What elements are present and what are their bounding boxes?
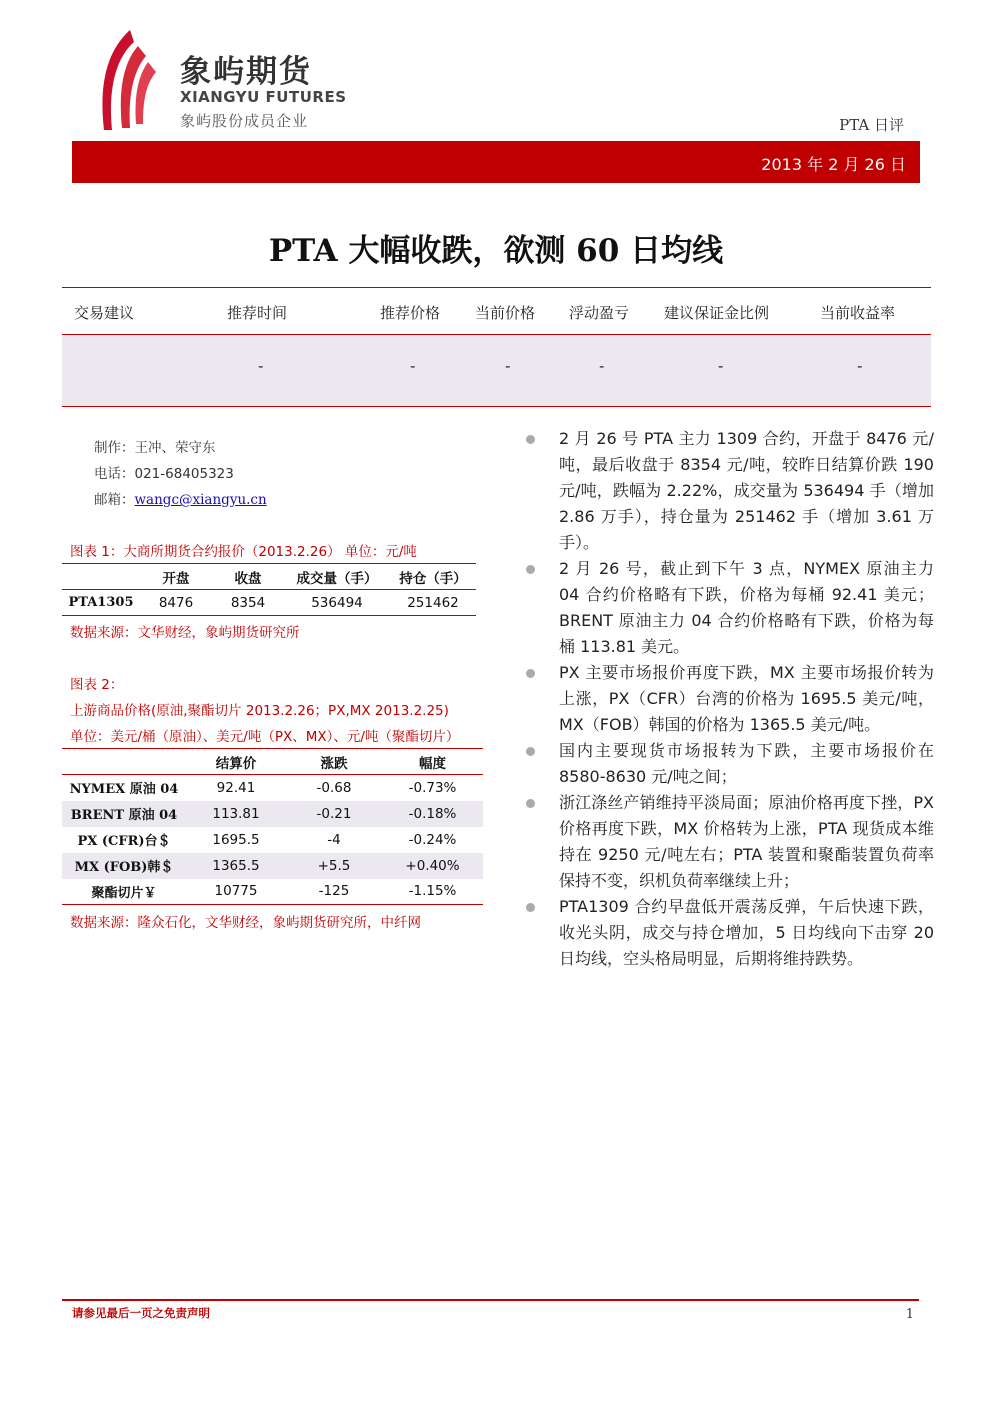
table-cell: 113.81 xyxy=(212,805,260,822)
table-cell: PTA1305 xyxy=(68,595,134,610)
list-item-text: PX 主要市场报价再度下跌，MX 主要市场报价转为上涨，PX（CFR）台湾的价格为 1695.5 美元/吨，MX（FOB）韩国的价格为 1365.5 美元/吨。 xyxy=(559,663,934,734)
list-item xyxy=(526,660,934,738)
table-row xyxy=(62,853,483,879)
table-header-cell xyxy=(62,749,186,775)
table-cell: PX (CFR)台＄ xyxy=(77,834,171,849)
bullet-icon xyxy=(526,799,535,808)
figure-2-title: 图表 2： xyxy=(70,677,124,693)
recommendation-header-row xyxy=(62,287,931,335)
table-header-row xyxy=(62,749,483,775)
list-item-text: 国内主要现货市场报转为下跌，主要市场报价在 8580-8630 元/吨之间； xyxy=(559,741,934,786)
footer-divider xyxy=(62,1299,919,1301)
table-cell: -0.24% xyxy=(408,831,457,848)
figure-1-title: 图表 1：大商所期货合约报价（2013.2.26） 单位：元/吨 xyxy=(70,544,417,560)
bullet-icon xyxy=(526,565,535,574)
rec-header-cell: 交易建议 xyxy=(74,304,135,322)
rec-header-cell: 推荐时间 xyxy=(227,304,288,322)
table-header-row xyxy=(62,564,476,590)
table-row xyxy=(62,775,483,801)
table-row xyxy=(62,879,483,905)
list-item xyxy=(526,790,934,894)
table-cell: NYMEX 原油 04 xyxy=(69,782,179,798)
table-cell: +5.5 xyxy=(317,857,351,874)
table-cell: -1.15% xyxy=(408,883,457,900)
table-cell: 1365.5 xyxy=(212,857,260,874)
rec-value-cell: - xyxy=(410,357,416,375)
xiangyu-logo-icon xyxy=(90,28,160,133)
list-item-text: PTA1309 合约早盘低开震荡反弹，午后快速下跌，收光头阴，成交与持仓增加，5 日均线向下击穿 20 日均线，空头格局明显，后期将维持跌势。 xyxy=(559,897,934,968)
table-cell: 8354 xyxy=(230,594,266,611)
figure-2-table xyxy=(62,748,483,905)
table-cell: 10775 xyxy=(214,883,258,900)
rec-header-cell: 浮动盈亏 xyxy=(569,304,630,322)
page-title: PTA 大幅收跌，欲测 60 日均线 xyxy=(268,233,724,269)
author-maker: 制作：王冲、荣守东 xyxy=(94,440,216,456)
table-cell: BRENT 原油 04 xyxy=(70,808,178,823)
bullet-icon xyxy=(526,903,535,912)
table-header-cell: 收盘 xyxy=(234,570,262,587)
table-header-cell: 开盘 xyxy=(162,570,190,587)
table-row xyxy=(62,590,476,616)
rec-value-cell: - xyxy=(718,357,724,375)
author-email-label: 邮箱： xyxy=(94,492,135,508)
rec-value-cell: - xyxy=(258,357,264,375)
logo-english-name: XIANGYU FUTURES xyxy=(180,88,347,106)
table-row xyxy=(62,827,483,853)
bullet-icon xyxy=(526,435,535,444)
author-email-link[interactable]: wangc@xiangyu.cn xyxy=(134,492,267,508)
bullet-icon xyxy=(526,747,535,756)
table-cell: -125 xyxy=(318,883,350,900)
table-cell: -0.68 xyxy=(316,779,352,796)
table-cell: 536494 xyxy=(311,594,363,611)
commentary-list xyxy=(526,426,934,972)
list-item-text: 2 月 26 号，截止到下午 3 点，NYMEX 原油主力 04 合约价格略有下跌，价格为每桶 92.41 美元；BRENT 原油主力 04 合约价格略有下跌，价格为每桶 113.81 美元。 xyxy=(559,559,934,656)
author-phone: 电话：021-68405323 xyxy=(94,466,234,482)
logo-subtitle: 象屿股份成员企业 xyxy=(180,112,309,130)
table-cell: -0.18% xyxy=(408,805,457,822)
rec-value-cell: - xyxy=(505,357,511,375)
table-cell: -4 xyxy=(327,831,341,848)
logo-chinese-name: 象屿期货 xyxy=(180,54,312,90)
table-cell: 251462 xyxy=(407,594,459,611)
table-header-cell: 幅度 xyxy=(419,755,446,772)
rec-value-cell: - xyxy=(599,357,605,375)
rec-value-cell: - xyxy=(857,357,863,375)
table-cell: 92.41 xyxy=(216,779,256,796)
table-cell: 聚酯切片￥ xyxy=(91,885,157,901)
list-item xyxy=(526,738,934,790)
table-cell: -0.73% xyxy=(408,779,457,796)
table-header-cell: 成交量（手） xyxy=(296,570,378,587)
table-cell: -0.21 xyxy=(316,805,352,822)
table-cell: MX (FOB)韩＄ xyxy=(74,860,174,875)
figure-1-table xyxy=(62,563,476,616)
figure-1-source: 数据来源：文华财经，象屿期货研究所 xyxy=(70,625,300,641)
table-cell: +0.40% xyxy=(405,857,460,874)
rec-header-cell: 当前收益率 xyxy=(820,304,896,322)
table-cell: 8476 xyxy=(158,594,194,611)
page-number: 1 xyxy=(905,1307,914,1322)
recommendation-table xyxy=(62,287,931,407)
list-item xyxy=(526,894,934,972)
list-item-text: 2 月 26 号 PTA 主力 1309 合约，开盘于 8476 元/吨，最后收盘于 8354 元/吨，较昨日结算价跌 190 元/吨，跌幅为 2.22%，成交量为 536494 手（增加 2.86 万手），持仓量为 251462 手（增加 3.61 万手）。 xyxy=(559,429,934,552)
table-header-cell xyxy=(62,564,140,590)
header-band xyxy=(72,141,920,183)
disclaimer-note: 请参见最后一页之免责声明 xyxy=(72,1306,210,1320)
report-date: 2013 年 2 月 26 日 xyxy=(761,155,906,174)
bullet-icon xyxy=(526,669,535,678)
rec-header-cell: 建议保证金比例 xyxy=(664,304,770,322)
figure-2-units: 单位：美元/桶（原油）、美元/吨（PX、MX）、元/吨（聚酯切片） xyxy=(70,729,460,745)
recommendation-value-row xyxy=(62,335,931,407)
table-header-cell: 涨跌 xyxy=(320,755,348,772)
rec-header-cell: 推荐价格 xyxy=(380,304,441,322)
author-email-line xyxy=(94,488,267,508)
table-header-cell: 结算价 xyxy=(215,755,257,772)
list-item xyxy=(526,426,934,556)
list-item xyxy=(526,556,934,660)
figure-2-source: 数据来源：隆众石化，文华财经，象屿期货研究所，中纤网 xyxy=(70,915,421,931)
table-cell: 1695.5 xyxy=(212,831,260,848)
document-type: PTA 日评 xyxy=(839,116,904,134)
rec-header-cell: 当前价格 xyxy=(475,304,536,322)
list-item-text: 浙江涤丝产销维持平淡局面；原油价格再度下挫，PX 价格再度下跌，MX 价格转为上涨，PTA 现货成本维持在 9250 元/吨左右；PTA 装置和聚酯装置负荷率保持不变，织机负荷率继续上升； xyxy=(559,793,934,890)
table-row xyxy=(62,801,483,827)
figure-2-subtitle: 上游商品价格(原油,聚酯切片 2013.2.26；PX,MX 2013.2.25) xyxy=(70,703,449,719)
table-header-cell: 持仓（手） xyxy=(399,570,467,587)
